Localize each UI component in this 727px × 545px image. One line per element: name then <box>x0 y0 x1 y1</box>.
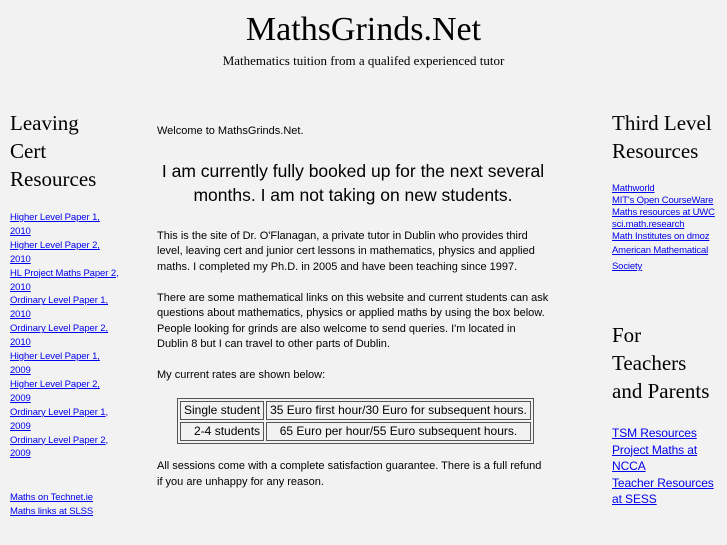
table-row <box>180 422 531 441</box>
slss-link[interactable]: Maths links at SLSS <box>10 506 94 518</box>
intro-paragraph: This is the site of Dr. O'Flanagan, a private tutor in Dublin who provides third level, leaving cert and junior cert lessons in mathematics, physics and applied maths. I completed my Ph.D. in 2005 and have been teaching since 1997. <box>157 229 535 273</box>
sess-resources-link[interactable]: Teacher Resources at SESS <box>612 475 714 506</box>
rate-label: Single student <box>180 401 264 420</box>
paper-link-ol-p1-2010[interactable]: Ordinary Level Paper 1, 2010 <box>10 295 109 321</box>
sci-math-research-link[interactable]: sci.math.research <box>612 219 685 230</box>
teachers-parents-heading <box>612 321 724 405</box>
booking-notice: I am currently fully booked up for the next several months. I am not taking on new students. <box>161 160 545 205</box>
left-sidebar <box>10 109 120 519</box>
mathworld-link[interactable]: Mathworld <box>612 183 655 194</box>
right-sidebar <box>612 109 724 508</box>
heading-line: For <box>612 323 642 347</box>
paper-link-hl-p2-2010[interactable]: Higher Level Paper 2, 2010 <box>10 239 100 265</box>
uwc-link[interactable]: Maths resources at UWC <box>612 207 715 218</box>
rate-label: 2-4 students <box>180 422 264 441</box>
table-row <box>180 401 531 420</box>
paper-link-ol-p2-2009[interactable]: Ordinary Level Paper 2, 2009 <box>10 434 109 460</box>
paper-link-ol-p2-2010[interactable]: Ordinary Level Paper 2, 2010 <box>10 323 109 349</box>
heading-line: Leaving <box>10 111 79 135</box>
third-level-heading <box>612 109 724 165</box>
mit-ocw-link[interactable]: MIT's Open CourseWare <box>612 195 714 206</box>
leaving-cert-heading <box>10 109 120 193</box>
heading-line: Resources <box>10 167 97 191</box>
paper-link-hl-p2-2009[interactable]: Higher Level Paper 2, 2009 <box>10 378 100 404</box>
guarantee-paragraph: All sessions come with a complete satisfaction guarantee. There is a full refund if you are unhappy for any reason. <box>157 460 542 488</box>
heading-line: and Parents <box>612 379 710 403</box>
third-level-links <box>612 183 724 275</box>
tsm-resources-link[interactable]: TSM Resources <box>612 426 697 440</box>
site-tagline: Mathematics tuition from a qualifed experienced tutor <box>222 53 505 68</box>
technet-link[interactable]: Maths on Technet.ie <box>10 492 93 504</box>
heading-line: Cert <box>10 139 47 163</box>
links-paragraph: There are some mathematical links on this website and current students can ask questions about mathematics, physics or applied maths by using the box below. People looking for grinds are also welcome to send queries. I'm located in Dublin 8 but I can travel to other parts of Dublin. <box>157 291 549 350</box>
site-title: MathsGrinds.Net <box>245 11 482 48</box>
dmoz-link[interactable]: Math Institutes on dmoz <box>612 231 710 242</box>
paper-link-hl-p1-2009[interactable]: Higher Level Paper 1, 2009 <box>10 351 100 376</box>
rate-value: 35 Euro first hour/30 Euro for subsequent hours. <box>266 401 531 420</box>
exam-paper-links <box>10 211 120 461</box>
heading-line: Teachers <box>612 351 687 375</box>
project-maths-ncca-link[interactable]: Project Maths at NCCA <box>612 442 698 473</box>
main-content <box>157 124 549 490</box>
paper-link-hl-project-p2-2010[interactable]: HL Project Maths Paper 2, 2010 <box>10 267 119 293</box>
heading-line: Third Level <box>612 111 712 135</box>
rates-intro: My current rates are shown below: <box>157 369 326 381</box>
ams-link[interactable]: American Mathematical Society <box>612 245 709 272</box>
rates-table <box>177 398 534 444</box>
rate-value: 65 Euro per hour/55 Euro subsequent hours. <box>266 422 531 441</box>
other-resource-links <box>10 491 120 519</box>
paper-link-hl-p1-2010[interactable]: Higher Level Paper 1, 2010 <box>10 212 100 237</box>
paper-link-ol-p1-2009[interactable]: Ordinary Level Paper 1, 2009 <box>10 406 109 432</box>
welcome-text: Welcome to MathsGrinds.Net. <box>157 125 304 137</box>
heading-line: Resources <box>612 139 699 163</box>
teacher-links <box>612 425 724 508</box>
